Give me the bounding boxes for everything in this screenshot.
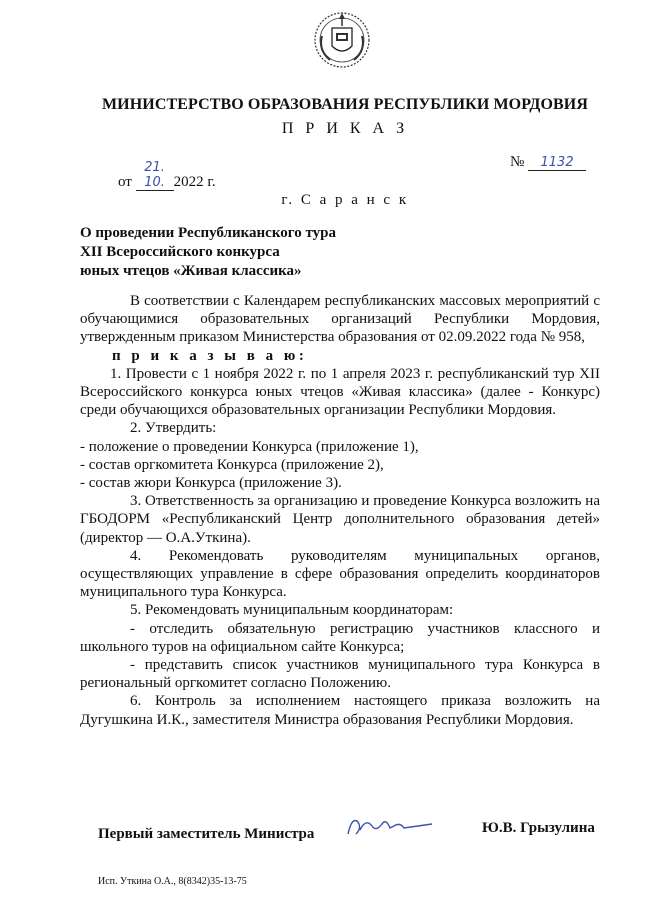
document-type: П Р И К А З: [281, 120, 409, 137]
item-5-a: - отследить обязательную регистрацию участников классного и школьного туров на официальном сайте Конкурса;: [80, 620, 600, 655]
order-title: [80, 224, 336, 281]
item-4: 4. Рекомендовать руководителям муниципальных органов, осуществляющих управление в сфере образования определить координаторов муниципального тура Конкурса.: [80, 547, 600, 601]
handwritten-signature: [344, 812, 434, 842]
date-day-month: 21. 10.: [136, 160, 174, 191]
coat-of-arms-icon: [310, 6, 374, 70]
item-6: 6. Контроль за исполнением настоящего приказа возложить на Дугушкина И.К., заместителя Министра образования Республики Мордовия.: [80, 693, 600, 728]
preamble: В соответствии с Календарем республиканских массовых мероприятий с обучающимися образовательных организаций Республики Мордовия, утвержденным приказом Министерства образования от 02.09.2022 года № 958,: [80, 293, 600, 346]
order-number: [510, 154, 586, 171]
executor-info: Исп. Уткина О.А., 8(8342)35-13-75: [98, 876, 247, 887]
item-3: 3. Ответственность за организацию и проведение Конкурса возложить на ГБОДОРМ «Республиканский Центр дополнительного образования детей» (директор — О.А.Уткина).: [80, 493, 600, 546]
item-2: 2. Утвердить:: [130, 420, 217, 437]
number-value: 1132: [528, 155, 586, 171]
ministry-name: МИНИСТЕРСТВО ОБРАЗОВАНИЯ РЕСПУБЛИКИ МОРДОВИЯ: [101, 96, 589, 113]
number-sign: №: [510, 154, 525, 170]
prikazyvayu: п р и к а з ы в а ю:: [112, 347, 308, 364]
date-line: [118, 160, 216, 191]
title-line: юных чтецов «Живая классика»: [80, 263, 302, 279]
signatory-name: Ю.В. Грызулина: [482, 820, 595, 836]
order-body: [80, 292, 600, 729]
item-5-b: - представить список участников муниципального тура Конкурса в региональный оргкомитет согласно Положению.: [80, 657, 600, 692]
item-1: 1. Провести с 1 ноября 2022 г. по 1 апреля 2023 г. республиканский тур XII Всероссийского конкурса юных чтецов «Живая классика» (далее - Конкурс) среди обучающихся образовательных организации Республики Мордовия.: [80, 365, 600, 419]
title-line: XII Всероссийского конкурса: [80, 244, 280, 260]
date-prefix: от: [118, 174, 132, 190]
item-2-a: - положение о проведении Конкурса (приложение 1),: [80, 438, 419, 455]
city: г. С а р а н с к: [281, 192, 409, 208]
date-year: 2022 г.: [173, 174, 216, 190]
signatory-title: Первый заместитель Министра: [98, 826, 315, 842]
title-line: О проведении Республиканского тура: [80, 225, 336, 241]
item-5: 5. Рекомендовать муниципальным координаторам:: [130, 602, 454, 619]
item-2-b: - состав оргкомитета Конкурса (приложение 2),: [80, 456, 384, 473]
item-2-c: - состав жюри Конкурса (приложение 3).: [80, 475, 342, 492]
